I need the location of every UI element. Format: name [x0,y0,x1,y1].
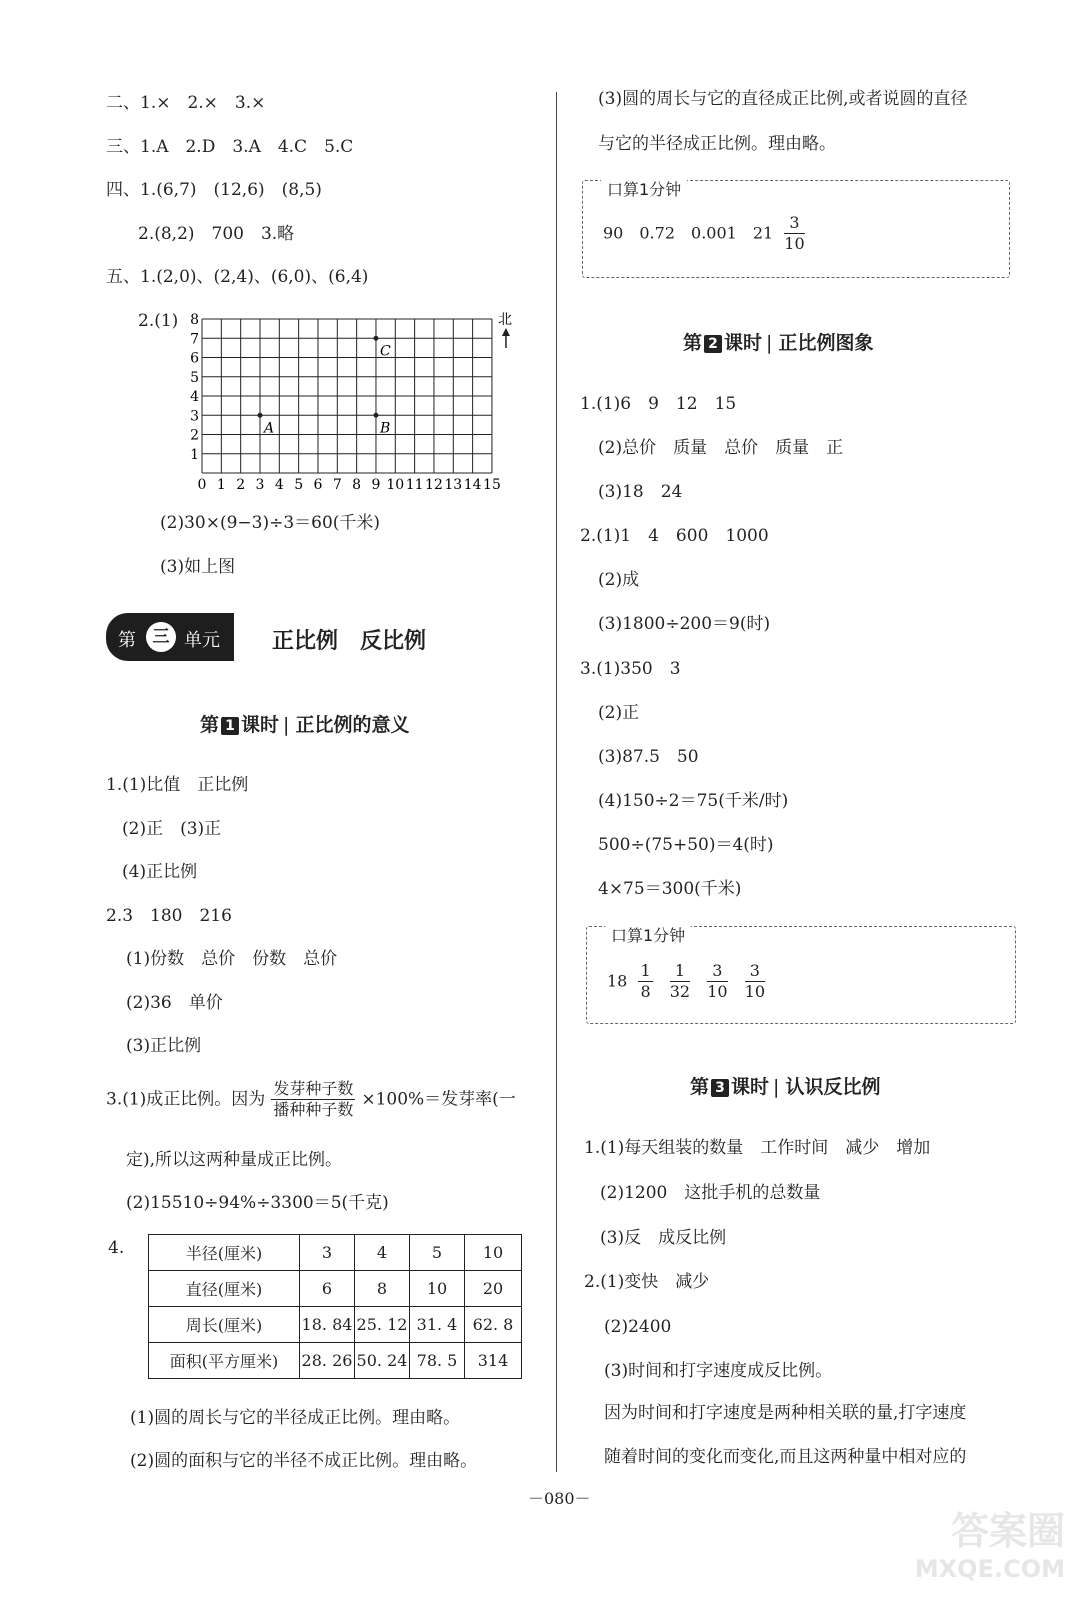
answer-line: 因为时间和打字速度是两种相关联的量,打字速度 [604,1403,967,1423]
answer-line: 随着时间的变化而变化,而且这两种量中相对应的 [604,1447,967,1467]
table-row: 面积(平方厘米) 28. 26 50. 24 78. 5 314 [149,1343,522,1379]
answer-line: (3)时间和打字速度成反比例。 [604,1361,833,1381]
y-tick-label: 3 [190,408,199,425]
point-marker [373,413,378,418]
answer-line: (3)87.5 50 [598,747,699,767]
answer-line: (2)正 (3)正 [122,819,222,839]
answer-line: (3)正比例 [126,1036,202,1056]
x-tick-label: 12 [425,477,443,493]
x-tick-label: 7 [332,477,342,493]
unit-prefix: 第 [118,630,136,651]
lesson-heading-1: 第 1 课时 | 正比例的意义 [200,714,410,736]
point-label: C [379,343,391,360]
answer-line: (3)1800÷200＝9(时) [598,614,771,634]
fraction-denominator: 播种种子数 [273,1099,354,1119]
column-divider [556,92,557,1472]
answer-line: (2)36 单价 [126,993,223,1013]
q3-line: 3.(1)成正比例。因为 $\frac{\text{发芽种子数}}{\text{播种种子数}}$ ×100%＝发芽率(一 [106,1079,516,1119]
x-tick-label: 3 [255,477,265,493]
answer-line: (4)正比例 [122,862,198,882]
y-tick-label: 5 [190,369,199,386]
box-title: 口算1分钟 [605,923,691,946]
lesson-heading-2: 第 2 课时 | 正比例图象 [683,332,874,354]
answer-line: (3)反 成反比例 [600,1228,727,1248]
answer-line: 1.(1)比值 正比例 [106,775,249,795]
answer-line: (3)18 24 [598,482,683,502]
x-tick-label: 8 [352,477,362,493]
answer-line: (2)15510÷94%÷3300＝5(千克) [126,1193,389,1213]
answer-line: (1)份数 总价 份数 总价 [126,949,338,969]
unit-badge [106,613,234,661]
answer-line: (2)总价 质量 总价 质量 正 [598,438,844,458]
point-label: B [379,420,391,437]
answer-line: 2.3 180 216 [106,906,232,926]
box-title: 口算1分钟 [601,177,687,200]
answer-line: (2)1200 这批手机的总数量 [600,1183,821,1203]
x-tick-label: 5 [294,477,304,493]
answer-line: (1)圆的周长与它的半径成正比例。理由略。 [130,1408,461,1428]
answer-line: 500÷(75+50)＝4(时) [598,835,774,855]
page-number: －080－ [528,1489,591,1508]
point-marker [257,413,262,418]
mental-math-box-1 [582,180,1010,278]
x-tick-label: 14 [463,477,482,493]
answer-line: 1.(1)6 9 12 15 [580,394,737,414]
answer-line: (4)150÷2＝75(千米/时) [598,791,789,811]
answer-line: 二、1.× 2.× 3.× [106,93,266,113]
table-row: 周长(厘米) 18. 84 25. 12 31. 4 62. 8 [149,1307,522,1343]
x-tick-label: 4 [274,477,284,493]
answer-line: 2.(1)1 4 600 1000 [580,526,769,546]
answer-line: (2)正 [598,703,640,723]
answer-line: 四、1.(6,7) (12,6) (8,5) [106,180,322,200]
answer-line: 与它的半径成正比例。理由略。 [598,134,836,154]
answer-line: (2)圆的面积与它的半径不成正比例。理由略。 [130,1451,478,1471]
answer-line: 1.(1)每天组装的数量 工作时间 减少 增加 [584,1138,931,1158]
x-tick-label: 11 [405,477,424,493]
y-tick-label: 1 [190,446,199,463]
answer-line: (3)圆的周长与它的直径成正比例,或者说圆的直径 [598,89,968,109]
answer-line: 五、1.(2,0)、(2,4)、(6,0)、(6,4) [106,267,369,287]
table-row: 直径(厘米) 6 8 10 20 [149,1271,522,1307]
y-tick-label: 6 [190,350,199,367]
point-marker [373,336,378,341]
coordinate-grid [180,306,525,496]
answer-line: 2.(8,2) 700 3.略 [138,224,295,244]
answer-line: 3.(1)350 3 [580,659,681,679]
circle-table [148,1234,522,1379]
x-tick-label: 0 [197,477,207,493]
x-tick-label: 2 [236,477,246,493]
answer-line: 定),所以这两种量成正比例。 [126,1150,343,1170]
answer-line: (2)30×(9−3)÷3＝60(千米) [160,513,381,533]
x-tick-label: 6 [313,477,323,493]
y-tick-label: 4 [190,389,199,405]
north-arrowhead-icon [502,328,510,336]
unit-number: 三 [146,622,176,652]
answer-line: 4×75＝300(千米) [598,879,742,899]
answer-line: (3)如上图 [160,557,236,577]
x-tick-label: 15 [483,477,501,493]
lesson-heading-3: 第 3 课时 | 认识反比例 [690,1076,881,1098]
answer-line: 三、1.A 2.D 3.A 4.C 5.C [106,137,354,157]
fraction-numerator: 发芽种子数 [273,1079,354,1098]
q4-label: 4. [108,1238,125,1258]
x-tick-label: 10 [386,477,405,493]
point-label: A [263,420,275,437]
table-row: 半径(厘米) 3 4 5 10 [149,1235,522,1271]
y-tick-label: 8 [190,312,199,328]
north-label: 北 [497,312,512,328]
x-tick-label: 13 [444,477,463,493]
answer-line: (2)2400 [604,1317,672,1337]
answer-line: (2)成 [598,570,640,590]
watermark: 答案圈 MXQE.COM [914,1509,1065,1583]
x-tick-label: 9 [371,477,381,493]
y-tick-label: 2 [190,427,199,444]
grid-question-prefix: 2.(1) [138,311,179,331]
box-values: 18 $\frac{1}{8}$ $\frac{1}{32}$ $\frac{3}{10}$ $\frac{3}{10}$ [607,961,765,1001]
answer-line: 2.(1)变快 减少 [584,1272,710,1292]
box-values: 90 0.72 0.001 21 $\frac{3}{10}$ [603,213,805,253]
y-tick-label: 7 [190,331,199,348]
x-tick-label: 1 [216,477,226,493]
unit-title: 正比例 反比例 [272,629,427,654]
mental-math-box-2 [586,926,1016,1024]
unit-suffix: 单元 [184,630,220,651]
